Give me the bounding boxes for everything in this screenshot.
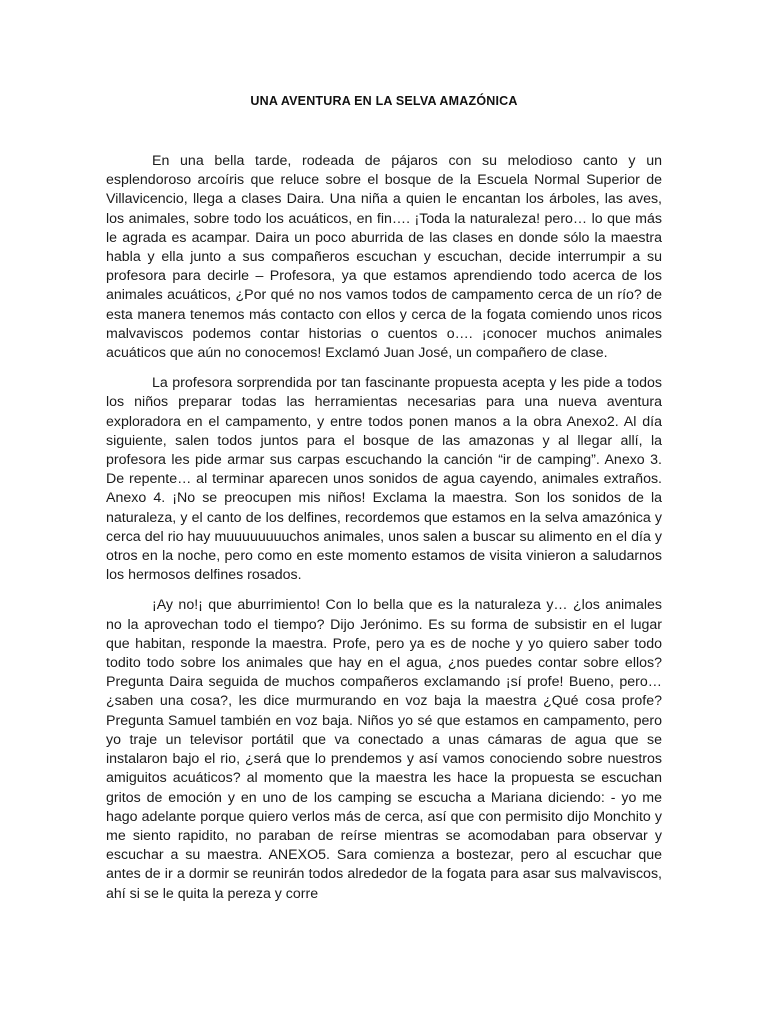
document-title: UNA AVENTURA EN LA SELVA AMAZÓNICA: [250, 94, 518, 108]
paragraph-1: En una bella tarde, rodeada de pájaros con su melodioso canto y un esplendoroso arcoíris que reluce sobre el bosque de la Escuela Normal Superior de Villavicencio, llega a clases Daira. Una niña a quien le encantan los árboles, las aves, los animales, sobre todo los acuáticos, en fin…. ¡Toda la naturaleza! pero… lo que más le agrada es acampar. Daira un poco aburrida de las clases en donde sólo la maestra habla y ella junto a sus compañeros escuchan y escuchan, decide interrumpir a su profesora para decirle – Profesora, ya que estamos aprendiendo todo acerca de los animales acuáticos, ¿Por qué no nos vamos todos de campamento cerca de un río? de esta manera tenemos más contacto con ellos y cerca de la fogata comiendo unos ricos malvaviscos podemos contar historias o cuentos o…. ¡conocer muchos animales acuáticos que aún no conocemos! Exclamó Juan José, un compañero de clase.: [106, 153, 662, 362]
paragraph-2: La profesora sorprendida por tan fascinante propuesta acepta y les pide a todos los niños preparar todas las herramientas necesarias para una nueva aventura exploradora en el campamento, y entre todos ponen manos a la obra Anexo2. Al día siguiente, salen todos juntos para el bosque de las amazonas y al llegar allí, la profesora les pide armar sus carpas escuchando la canción “ir de camping”. Anexo 3. De repente… al terminar aparecen unos sonidos de agua cayendo, animales extraños. Anexo 4. ¡No se preocupen mis niños! Exclama la maestra. Son los sonidos de la naturaleza, y el canto de los delfines, recordemos que estamos en la selva amazónica y cerca del rio hay muuuuuuuuchos animales, unos salen a buscar su alimento en el día y otros en la noche, pero como en este momento estamos de visita vinieron a saludarnos los hermosos delfines rosados.: [106, 375, 662, 584]
document-body: [106, 152, 662, 915]
paragraph-3: ¡Ay no!¡ que aburrimiento! Con lo bella que es la naturaleza y… ¿los animales no la aprovechan todo el tiempo? Dijo Jerónimo. Es su forma de subsistir en el lugar que habitan, responde la maestra. Profe, pero ya es de noche y yo quiero saber todo todito todo sobre los animales que hay en el agua, ¿nos puedes contar sobre ellos? Pregunta Daira seguida de muchos compañeros exclamando ¡sí profe! Bueno, pero… ¿saben una cosa?, les dice murmurando en voz baja la maestra ¿Qué cosa profe? Pregunta Samuel también en voz baja. Niños yo sé que estamos en campamento, pero yo traje un televisor portátil que va conectado a unas cámaras de agua que se instalaron bajo el rio, ¿será que lo prendemos y así vamos conociendo sobre nuestros amiguitos acuáticos? al momento que la maestra les hace la propuesta se escuchan gritos de emoción y en uno de los camping se escucha a Mariana diciendo: - yo me hago adelante porque quiero verlos más de cerca, así que con permisito dijo Monchito y me siento rapidito, no paraban de reírse mientras se acomodaban para observar y escuchar a su maestra. ANEXO5. Sara comienza a bostezar, pero al escuchar que antes de ir a dormir se reunirán todos alrededor de la fogata para asar sus malvaviscos, ahí si se le quita la pereza y corre: [106, 597, 662, 902]
